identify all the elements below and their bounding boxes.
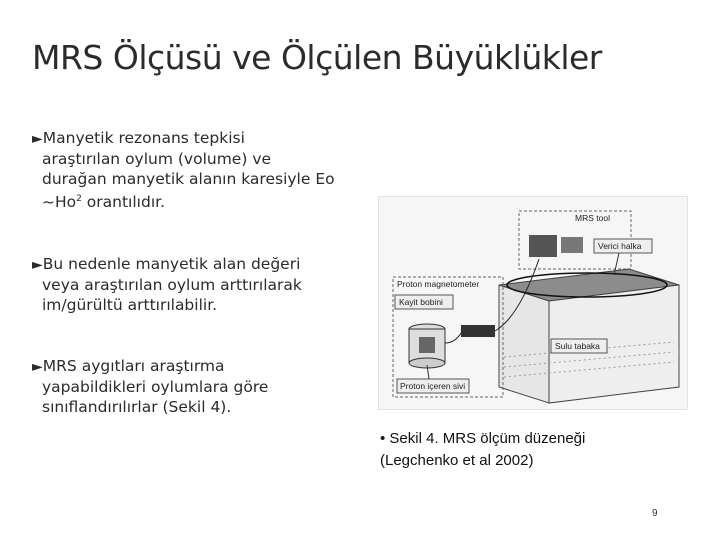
mrs-setup-figure xyxy=(378,196,688,410)
figure-caption-line-1: • Sekil 4. MRS ölçüm düzeneği xyxy=(380,430,586,447)
bullet-arrow-icon: ► xyxy=(32,131,43,147)
bullet-2-line-2: veya araştırılan oylum arttırılarak xyxy=(42,276,302,294)
bullet-3 xyxy=(32,356,362,417)
bullet-2 xyxy=(32,254,362,315)
sample-container-icon xyxy=(419,337,435,353)
bullet-1 xyxy=(32,128,362,212)
bullet-3-line-2: yapabildikleri oylumlara göre xyxy=(42,378,269,396)
bullet-2-line-1: Bu nedenle manyetik alan değeri xyxy=(42,255,301,273)
sulu-tabaka-label: Sulu tabaka xyxy=(555,341,600,351)
mrs-tool-label: MRS tool xyxy=(575,213,610,223)
bullet-2-line-3: im/gürültü arttırılabilir. xyxy=(42,296,218,314)
bullet-3-line-3: sınıflandırılırlar (Sekil 4). xyxy=(42,398,232,416)
bullet-1-line-4: ~Ho$^2$ orantılıdır. xyxy=(42,193,165,212)
figure-caption-line-2: (Legchenko et al 2002) xyxy=(380,452,534,469)
proton-magnetometer-label: Proton magnetometer xyxy=(397,279,480,289)
verici-halka-label: Verici halka xyxy=(598,241,642,251)
bullet-1-line-3: durağan manyetik alanın karesiyle Eo xyxy=(42,170,335,188)
bullet-arrow-icon: ► xyxy=(32,359,43,375)
bullet-arrow-icon: ► xyxy=(32,257,43,273)
slide-title: MRS Ölçüsü ve Ölçülen Büyüklükler xyxy=(32,38,602,77)
bullet-1-line-1: Manyetik rezonans tepkisi xyxy=(42,129,245,147)
bullet-3-line-1: MRS aygıtları araştırma xyxy=(42,357,225,375)
page-number: 9 xyxy=(652,508,658,519)
bullet-1-line-2: araştırılan oylum (volume) ve xyxy=(42,150,272,168)
figure-caption xyxy=(380,428,680,472)
proton-iceren-sivi-label: Proton içeren sivi xyxy=(400,381,466,391)
instrument-device-icon xyxy=(529,235,557,257)
instrument-device-icon xyxy=(561,237,583,253)
mrs-setup-diagram xyxy=(379,197,687,409)
ground-front-face xyxy=(499,285,549,403)
magnetometer-device-icon xyxy=(461,325,495,337)
cable-line xyxy=(445,333,461,343)
kayit-bobini-label: Kayit bobini xyxy=(399,297,443,307)
